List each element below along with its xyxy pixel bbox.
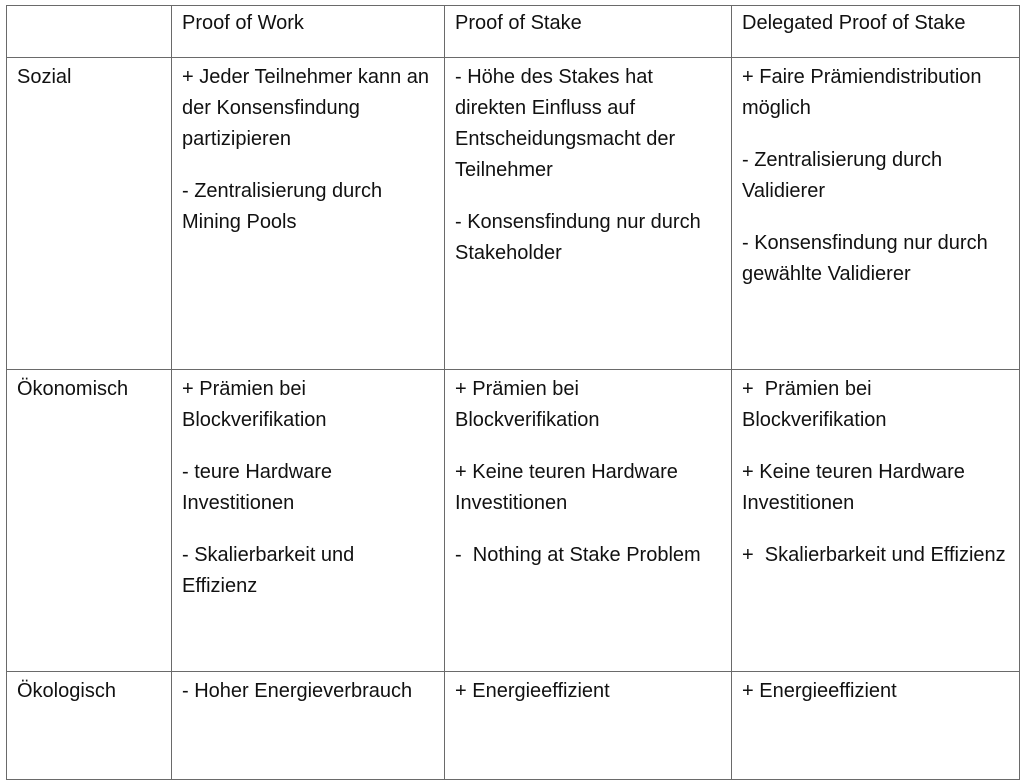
cell-paragraph: + Skalierbarkeit und Effizienz [742,544,1006,566]
table-cell [445,58,732,370]
row-label-oekologisch: Ökologisch [7,672,172,780]
cell-paragraph: - Hoher Energieverbrauch [182,680,413,702]
cell-paragraph: + Prämien bei Blockverifikation [455,378,600,431]
comparison-table [6,5,1020,780]
table-row-oekonomisch [7,370,1020,672]
row-label-oekonomisch: Ökonomisch [7,370,172,672]
table-cell [172,58,445,370]
table-cell [732,672,1020,780]
table-cell [445,672,732,780]
table-row-sozial [7,58,1020,370]
header-row [7,6,1020,58]
cell-paragraph: - Konsensfindung nur durch gewählte Validierer [742,232,994,285]
cell-paragraph: + Prämien bei Blockverifikation [742,378,887,431]
header-cell-proof-of-work: Proof of Work [172,6,445,58]
table-cell [732,370,1020,672]
header-cell-delegated-proof-of-stake: Delegated Proof of Stake [732,6,1020,58]
cell-paragraph: - Skalierbarkeit und Effizienz [182,544,360,597]
cell-paragraph: + Energieeffizient [455,680,610,702]
cell-paragraph: - Zentralisierung durch Validierer [742,149,948,202]
table-cell [172,672,445,780]
table-cell [445,370,732,672]
cell-paragraph: + Keine teuren Hardware Investitionen [742,461,971,514]
cell-paragraph: - Höhe des Stakes hat direkten Einfluss auf Entscheidungsmacht der Teilnehmer [455,66,681,181]
cell-paragraph: - Zentralisierung durch Mining Pools [182,180,388,233]
cell-paragraph: + Jeder Teilnehmer kann an der Konsensfindung partizipieren [182,66,435,150]
table-row-oekologisch [7,672,1020,780]
cell-paragraph: - Konsensfindung nur durch Stakeholder [455,211,707,264]
row-label-sozial: Sozial [7,58,172,370]
table-cell [172,370,445,672]
table-cell [732,58,1020,370]
cell-paragraph: + Faire Prämiendistribution möglich [742,66,988,119]
header-cell-empty [7,6,172,58]
cell-paragraph: + Energieeffizient [742,680,897,702]
cell-paragraph: + Keine teuren Hardware Investitionen [455,461,684,514]
cell-paragraph: - Nothing at Stake Problem [455,544,701,566]
cell-paragraph: - teure Hardware Investitionen [182,461,338,514]
header-cell-proof-of-stake: Proof of Stake [445,6,732,58]
cell-paragraph: + Prämien bei Blockverifikation [182,378,327,431]
